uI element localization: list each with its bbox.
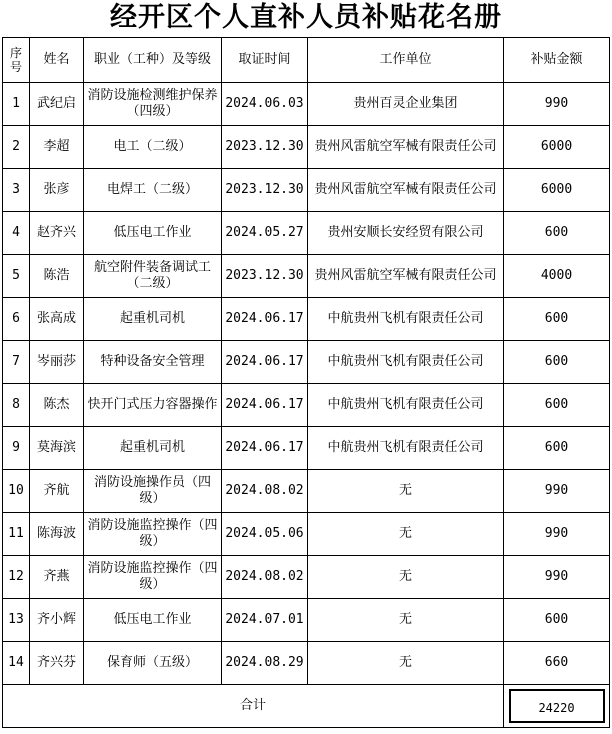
table-row xyxy=(3,341,610,384)
cell-name: 齐航 xyxy=(30,470,84,513)
cell-employer: 贵州风雷航空军械有限责任公司 xyxy=(308,255,504,298)
cell-name: 张高成 xyxy=(30,298,84,341)
table-row xyxy=(3,470,610,513)
cell-occupation: 低压电工作业 xyxy=(84,599,222,642)
cell-cert-date: 2023.12.30 xyxy=(222,126,308,169)
total-amount: 24220 xyxy=(509,689,605,723)
cell-cert-date: 2023.12.30 xyxy=(222,169,308,212)
total-label: 合计 xyxy=(3,685,504,728)
total-cell xyxy=(504,685,610,728)
table-row xyxy=(3,212,610,255)
table-row xyxy=(3,556,610,599)
cell-employer: 中航贵州飞机有限责任公司 xyxy=(308,298,504,341)
cell-employer: 无 xyxy=(308,556,504,599)
cell-name: 武纪启 xyxy=(30,83,84,126)
cell-seq: 1 xyxy=(3,83,30,126)
cell-seq: 3 xyxy=(3,169,30,212)
header-amount: 补贴金额 xyxy=(504,38,610,83)
cell-employer: 无 xyxy=(308,642,504,685)
cell-employer: 贵州风雷航空军械有限责任公司 xyxy=(308,169,504,212)
cell-cert-date: 2024.08.02 xyxy=(222,556,308,599)
header-seq: 序号 xyxy=(3,38,30,83)
cell-amount: 4000 xyxy=(504,255,610,298)
cell-seq: 13 xyxy=(3,599,30,642)
cell-amount: 600 xyxy=(504,341,610,384)
cell-name: 齐燕 xyxy=(30,556,84,599)
table-row xyxy=(3,513,610,556)
table-row xyxy=(3,126,610,169)
cell-amount: 990 xyxy=(504,556,610,599)
header-name: 姓名 xyxy=(30,38,84,83)
cell-name: 陈海波 xyxy=(30,513,84,556)
header-occupation: 职业（工种）及等级 xyxy=(84,38,222,83)
cell-seq: 11 xyxy=(3,513,30,556)
cell-occupation: 低压电工作业 xyxy=(84,212,222,255)
table-row xyxy=(3,642,610,685)
subsidy-roster-table xyxy=(2,37,610,728)
cell-amount: 990 xyxy=(504,470,610,513)
table-row xyxy=(3,427,610,470)
cell-name: 岑丽莎 xyxy=(30,341,84,384)
cell-seq: 5 xyxy=(3,255,30,298)
cell-amount: 600 xyxy=(504,212,610,255)
cell-name: 莫海滨 xyxy=(30,427,84,470)
cell-occupation: 快开门式压力容器操作 xyxy=(84,384,222,427)
table-row xyxy=(3,599,610,642)
cell-amount: 600 xyxy=(504,427,610,470)
cell-seq: 4 xyxy=(3,212,30,255)
cell-occupation: 航空附件装备调试工（二级） xyxy=(84,255,222,298)
cell-occupation: 消防设施监控操作（四级） xyxy=(84,556,222,599)
page-title: 经开区个人直补人员补贴花名册 xyxy=(110,2,502,33)
cell-cert-date: 2024.05.06 xyxy=(222,513,308,556)
cell-occupation: 起重机司机 xyxy=(84,298,222,341)
cell-name: 陈杰 xyxy=(30,384,84,427)
cell-cert-date: 2024.06.17 xyxy=(222,427,308,470)
cell-amount: 990 xyxy=(504,513,610,556)
table-row xyxy=(3,255,610,298)
header-employer: 工作单位 xyxy=(308,38,504,83)
cell-cert-date: 2024.06.03 xyxy=(222,83,308,126)
cell-seq: 7 xyxy=(3,341,30,384)
total-row xyxy=(3,685,610,728)
cell-seq: 10 xyxy=(3,470,30,513)
cell-occupation: 消防设施监控操作（四级） xyxy=(84,513,222,556)
cell-name: 赵齐兴 xyxy=(30,212,84,255)
cell-name: 齐小辉 xyxy=(30,599,84,642)
cell-seq: 12 xyxy=(3,556,30,599)
cell-occupation: 消防设施操作员（四级） xyxy=(84,470,222,513)
cell-cert-date: 2024.08.29 xyxy=(222,642,308,685)
cell-employer: 无 xyxy=(308,513,504,556)
cell-cert-date: 2024.06.17 xyxy=(222,298,308,341)
cell-name: 齐兴芬 xyxy=(30,642,84,685)
cell-cert-date: 2024.07.01 xyxy=(222,599,308,642)
cell-seq: 2 xyxy=(3,126,30,169)
header-cert-date: 取证时间 xyxy=(222,38,308,83)
cell-occupation: 消防设施检测维护保养（四级） xyxy=(84,83,222,126)
cell-cert-date: 2024.05.27 xyxy=(222,212,308,255)
cell-employer: 贵州百灵企业集团 xyxy=(308,83,504,126)
cell-occupation: 保育师（五级） xyxy=(84,642,222,685)
cell-amount: 660 xyxy=(504,642,610,685)
cell-cert-date: 2024.08.02 xyxy=(222,470,308,513)
cell-amount: 600 xyxy=(504,298,610,341)
cell-occupation: 电工（二级） xyxy=(84,126,222,169)
table-body xyxy=(3,83,610,685)
cell-cert-date: 2024.06.17 xyxy=(222,341,308,384)
cell-name: 李超 xyxy=(30,126,84,169)
cell-occupation: 特种设备安全管理 xyxy=(84,341,222,384)
cell-employer: 贵州风雷航空军械有限责任公司 xyxy=(308,126,504,169)
cell-employer: 中航贵州飞机有限责任公司 xyxy=(308,341,504,384)
cell-employer: 中航贵州飞机有限责任公司 xyxy=(308,384,504,427)
cell-occupation: 电焊工（二级） xyxy=(84,169,222,212)
cell-seq: 6 xyxy=(3,298,30,341)
cell-name: 张彦 xyxy=(30,169,84,212)
cell-seq: 14 xyxy=(3,642,30,685)
cell-seq: 9 xyxy=(3,427,30,470)
cell-cert-date: 2023.12.30 xyxy=(222,255,308,298)
cell-cert-date: 2024.06.17 xyxy=(222,384,308,427)
cell-employer: 无 xyxy=(308,470,504,513)
cell-occupation: 起重机司机 xyxy=(84,427,222,470)
table-row xyxy=(3,83,610,126)
cell-amount: 6000 xyxy=(504,169,610,212)
cell-seq: 8 xyxy=(3,384,30,427)
cell-employer: 中航贵州飞机有限责任公司 xyxy=(308,427,504,470)
table-row xyxy=(3,298,610,341)
cell-amount: 600 xyxy=(504,599,610,642)
cell-amount: 990 xyxy=(504,83,610,126)
cell-amount: 6000 xyxy=(504,126,610,169)
header-row xyxy=(3,38,610,83)
table-row xyxy=(3,169,610,212)
table-row xyxy=(3,384,610,427)
cell-name: 陈浩 xyxy=(30,255,84,298)
cell-amount: 600 xyxy=(504,384,610,427)
cell-employer: 贵州安顺长安经贸有限公司 xyxy=(308,212,504,255)
cell-employer: 无 xyxy=(308,599,504,642)
